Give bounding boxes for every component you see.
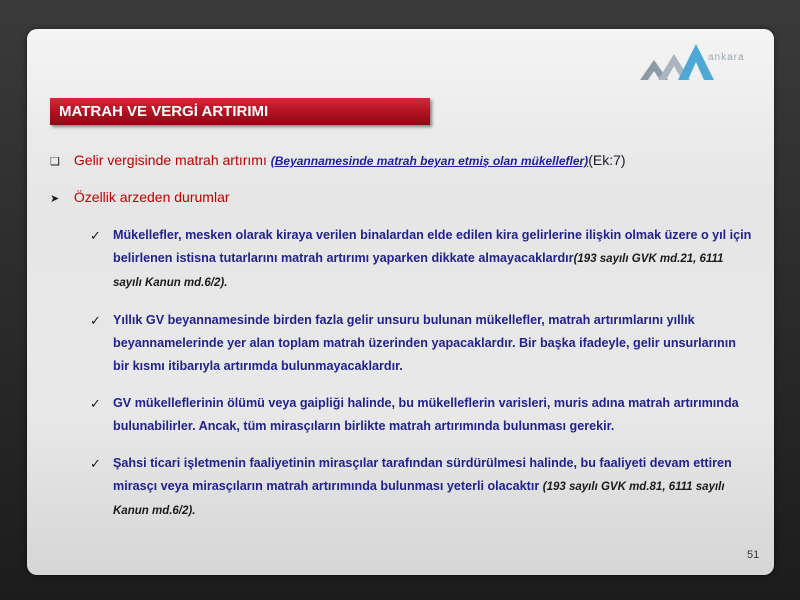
list-item (90, 452, 755, 523)
page-number: 51 (747, 549, 760, 561)
square-bullet-icon: ❑ (50, 156, 60, 168)
list-item (90, 309, 755, 378)
checkmark-icon: ✓ (90, 456, 101, 471)
list-item-text: Yıllık GV beyannamesinde birden fazla gelir unsuru bulunan mükellefler, matrah artırımlarını yıllık beyannamelerinde yer alan toplam matrah üzerinden yapacaklardır. Bir başka ifadeyle, gelir unsurlarının bir kısmı itibarıyla artırımda bulunmayacaklardır. (113, 313, 736, 373)
level1-suffix: (Ek:7) (588, 152, 626, 168)
checkmark-icon: ✓ (90, 228, 101, 243)
list-item (90, 392, 755, 438)
list-item-text: GV mükelleflerinin ölümü veya gaipliği halinde, bu mükelleflerin varisleri, muris adına matrah artırımında bulunabilirler. Ancak, tüm mirasçıların birlikte matrah artırımında bulunması gerekir. (113, 396, 739, 433)
level1-item (50, 152, 626, 168)
level1-text: Özellik arzeden durumlar (73, 189, 230, 205)
checkmark-icon: ✓ (90, 396, 101, 411)
logo-mark-icon (640, 40, 770, 84)
list-item (90, 224, 755, 295)
list-item-text: Şahsi ticari işletmenin faaliyetinin mirasçılar tarafından sürdürülmesi halinde, bu faaliyeti devam ettiren mirasçı veya mirasçıların matrah artırımında bulunması yeterli olacaktır (113, 456, 732, 493)
list-item-ref: (193 sayılı GVK md.81, 6111 sayılı Kanun md.6/2). (113, 481, 725, 517)
level2-list (90, 224, 755, 537)
level1-item (50, 189, 230, 205)
level1-text: Gelir vergisinde matrah artırımı (73, 152, 267, 168)
list-item-ref: (193 sayılı GVK md.21, 6111 sayılı Kanun md.6/2). (113, 253, 724, 289)
list-item-text: Mükellefler, mesken olarak kiraya verilen binalardan elde edilen kira gelirlerine ilişkin olmak üzere o yıl için belirlenen istisna tutarlarını matrah artırımı yaparken dikkate almayacaklardır (113, 228, 752, 265)
logo-text: ankara (708, 52, 745, 63)
level1-link[interactable]: (Beyannamesinde matrah beyan etmiş olan mükellefler) (270, 154, 589, 168)
slide-title: MATRAH VE VERGİ ARTIRIMI (50, 98, 430, 125)
arrow-bullet-icon: ➤ (50, 193, 60, 205)
checkmark-icon: ✓ (90, 313, 101, 328)
